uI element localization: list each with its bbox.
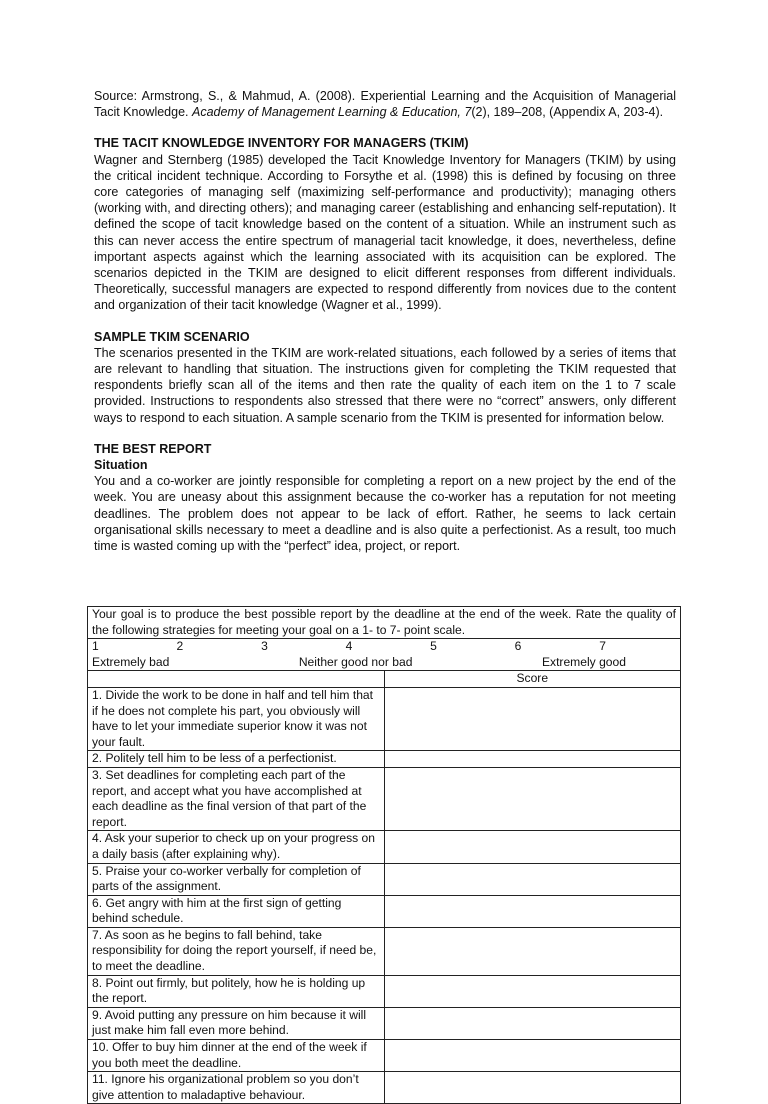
strategy-item: 6. Get angry with him at the first sign of getting behind schedule. <box>88 895 385 927</box>
table-row <box>88 1040 681 1072</box>
table-row <box>88 975 681 1007</box>
table-row <box>88 751 681 768</box>
score-cell[interactable] <box>384 751 681 768</box>
table-row <box>88 767 681 830</box>
score-cell[interactable] <box>384 863 681 895</box>
citation-text: Source: Armstrong, S., & Mahmud, A. (2008). Experiential Learning and the Acquisition of Managerial Tacit Knowledge. <box>94 89 676 120</box>
scale-point: 7 <box>599 639 606 654</box>
citation-journal: Academy of Management Learning & Education, 7 <box>191 105 472 120</box>
sample-scenario-heading: SAMPLE TKIM SCENARIO <box>94 329 250 344</box>
anchor-mid: Neither good nor bad <box>298 654 413 669</box>
scale-point: 5 <box>430 639 437 654</box>
scale-anchors <box>92 655 676 671</box>
score-cell[interactable] <box>384 831 681 863</box>
score-cell[interactable] <box>384 975 681 1007</box>
table-row <box>88 863 681 895</box>
strategy-item: 3. Set deadlines for completing each part of the report, and accept what you have accomplished at each deadline as the final version of that part of the report. <box>88 767 385 830</box>
scale-cell <box>88 639 681 671</box>
strategy-item: 8. Point out firmly, but politely, how he is holding up the report. <box>88 975 385 1007</box>
strategy-item: 11. Ignore his organizational problem so you don’t give attention to maladaptive behaviour. <box>88 1072 385 1104</box>
instructions-row <box>88 607 681 639</box>
table-row <box>88 927 681 975</box>
tkim-paragraph: Wagner and Sternberg (1985) developed the Tacit Knowledge Inventory for Managers (TKIM) by using the critical incident technique. According to Forsythe et al. (1998) this is defined by focusing on three core categories of managing self (maximizing self-performance and productivity); managing others (working with, and directing others); and managing career (establishing and enhancing self-reputation). It defined the scope of tacit knowledge based on the content of a situation. While an instrument such as this can never access the entire spectrum of managerial tacit knowledge, it does, nevertheless, define important aspects against which the learning associated with its acquisition can be explored. The scenarios depicted in the TKIM are designed to elicit different responses from different individuals. Theoretically, successful managers are expected to respond differently from novices due to the content and organization of their tacit knowledge (Wagner et al., 1999). <box>94 152 676 313</box>
situation-subheading: Situation <box>94 458 148 473</box>
best-report-heading: THE BEST REPORT <box>94 441 212 456</box>
score-cell[interactable] <box>384 1072 681 1104</box>
table-row <box>88 1007 681 1039</box>
sample-scenario-paragraph: The scenarios presented in the TKIM are work-related situations, each followed by a series of items that are relevant to handling that situation. The instructions given for completing the TKIM requested that respondents briefly scan all of the items and then rate the quality of each item on the 1 to 7 scale provided. Instructions to respondents also stressed that there were no “correct” answers, only different ways to respond to each situation. A sample scenario from the TKIM is presented for information below. <box>94 345 676 425</box>
score-cell[interactable] <box>384 927 681 975</box>
score-cell[interactable] <box>384 1007 681 1039</box>
table-row <box>88 687 681 750</box>
scale-numbers <box>92 639 676 655</box>
document-body <box>94 88 676 554</box>
strategy-item: 7. As soon as he begins to fall behind, take responsibility for doing the report yourself, if need be, to meet the deadline. <box>88 927 385 975</box>
scale-point: 3 <box>261 639 268 654</box>
strategy-item: 5. Praise your co-worker verbally for completion of parts of the assignment. <box>88 863 385 895</box>
anchor-high: Extremely good <box>541 654 626 669</box>
tkim-heading: THE TACIT KNOWLEDGE INVENTORY FOR MANAGERS (TKIM) <box>94 136 469 151</box>
score-cell[interactable] <box>384 895 681 927</box>
scale-point: 1 <box>92 639 99 654</box>
source-citation <box>94 88 676 120</box>
strategy-item: 2. Politely tell him to be less of a perfectionist. <box>88 751 385 768</box>
table-row <box>88 895 681 927</box>
score-cell[interactable] <box>384 687 681 750</box>
empty-header-cell <box>88 671 385 688</box>
instructions-cell: Your goal is to produce the best possible report by the deadline at the end of the week. Rate the quality of the following strategies for meeting your goal on a 1- to 7- point scale. <box>88 607 681 639</box>
citation-issue: (2), 189–208, (Appendix A, 203-4). <box>471 105 664 120</box>
scenario-table <box>87 606 681 1104</box>
scale-point: 6 <box>514 639 522 654</box>
score-header: Score <box>384 671 681 688</box>
scale-point: 4 <box>345 639 353 654</box>
score-cell[interactable] <box>384 1040 681 1072</box>
scale-point: 2 <box>176 639 184 654</box>
anchor-low: Extremely bad <box>92 654 170 669</box>
table-row <box>88 831 681 863</box>
score-cell[interactable] <box>384 767 681 830</box>
strategy-item: 4. Ask your superior to check up on your progress on a daily basis (after explaining why). <box>88 831 385 863</box>
scale-row <box>88 639 681 671</box>
score-header-row <box>88 671 681 688</box>
situation-paragraph: You and a co-worker are jointly responsible for completing a report on a new project by the end of the week. You are uneasy about this assignment because the co-worker has a reputation for not meeting deadlines. The problem does not appear to be lack of effort. Rather, he seems to lack certain organisational skills necessary to meet a deadline and is also quite a perfectionist. As a result, too much time is wasted coming up with the “perfect” idea, project, or report. <box>94 474 676 554</box>
strategy-item: 10. Offer to buy him dinner at the end of the week if you both meet the deadline. <box>88 1040 385 1072</box>
strategy-item: 1. Divide the work to be done in half and tell him that if he does not complete his part, you obviously will have to let your immediate superior know it was not your fault. <box>88 687 385 750</box>
table-row <box>88 1072 681 1104</box>
strategy-item: 9. Avoid putting any pressure on him because it will just make him fall even more behind. <box>88 1007 385 1039</box>
